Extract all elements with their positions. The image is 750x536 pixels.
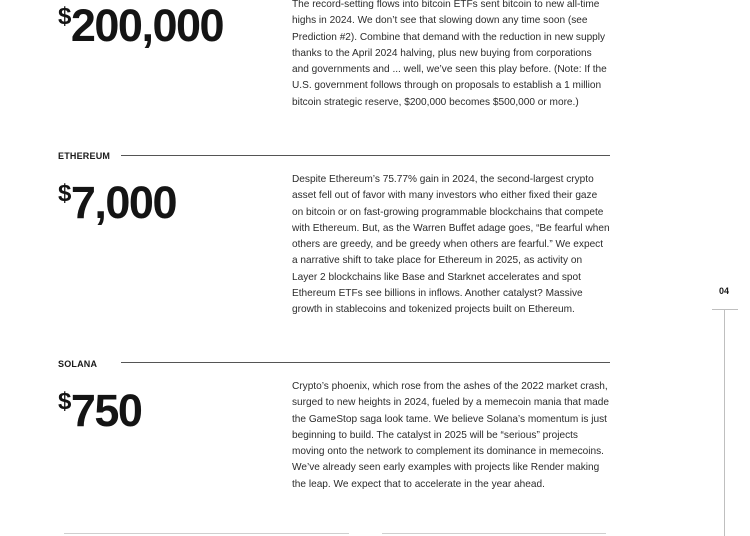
solana-paragraph: Crypto’s phoenix, which rose from the ashes of the 2022 market crash, surged to new heights in 2024, fueled by a memecoin mania that made the GameStop saga look tame. We believe Solana’s momentum is just beginning to build. The catalyst in 2025 will be “serious” projects moving onto the network to complement its dominance in memecoins. We’ve already seen early examples with projects like Render making the leap. We expect that to accelerate in the year ahead. <box>292 381 610 490</box>
page-marker-tick <box>712 309 738 310</box>
bottom-rule-left <box>64 533 349 534</box>
ethereum-price <box>58 177 176 228</box>
solana-divider <box>121 362 610 363</box>
bitcoin-price-value: 200,000 <box>70 0 224 51</box>
solana-price-value: 750 <box>70 385 142 436</box>
ethereum-paragraph: Despite Ethereum’s 75.77% gain in 2024, the second-largest crypto asset fell out of favor with many investors who either fixed their gaze on bitcoin or on fast-growing programmable blockchains that compete with Ethereum. But, as the Warren Buffet adage goes, “Be fearful when others are greedy, and be greedy when others are fearful.” We expect a narrative shift to take place for Ethereum in 2025, as activity on Layer 2 blockchains like Base and Starknet accelerates and spot Ethereum ETFs see billions in inflows. Another catalyst? Massive growth in stablecoins and tokenized projects built on Ethereum. <box>292 174 610 316</box>
bitcoin-currency-symbol: $ <box>58 3 70 30</box>
page-number: 04 <box>719 286 730 296</box>
ethereum-currency-symbol: $ <box>58 180 70 207</box>
ethereum-price-value: 7,000 <box>70 177 176 228</box>
ethereum-label: ETHEREUM <box>58 151 111 161</box>
solana-currency-symbol: $ <box>58 388 70 415</box>
bottom-rule-right <box>382 533 606 534</box>
solana-label: SOLANA <box>58 359 98 369</box>
solana-price <box>58 385 142 436</box>
page-marker-line <box>724 309 725 536</box>
ethereum-divider <box>121 155 610 156</box>
bitcoin-paragraph: The record-setting flows into bitcoin ETFs sent bitcoin to new all-time highs in 2024. We don’t see that slowing down any time soon (see Prediction #2). Combine that demand with the reduction in new supply thanks to the April 2024 halving, plus new buying from corporations and governments and ... well, we’ve seen this play before. (Note: If the U.S. government follows through on proposals to establish a 1 million bitcoin strategic reserve, $200,000 becomes $500,000 or more.) <box>292 0 607 108</box>
bitcoin-price <box>58 0 224 51</box>
